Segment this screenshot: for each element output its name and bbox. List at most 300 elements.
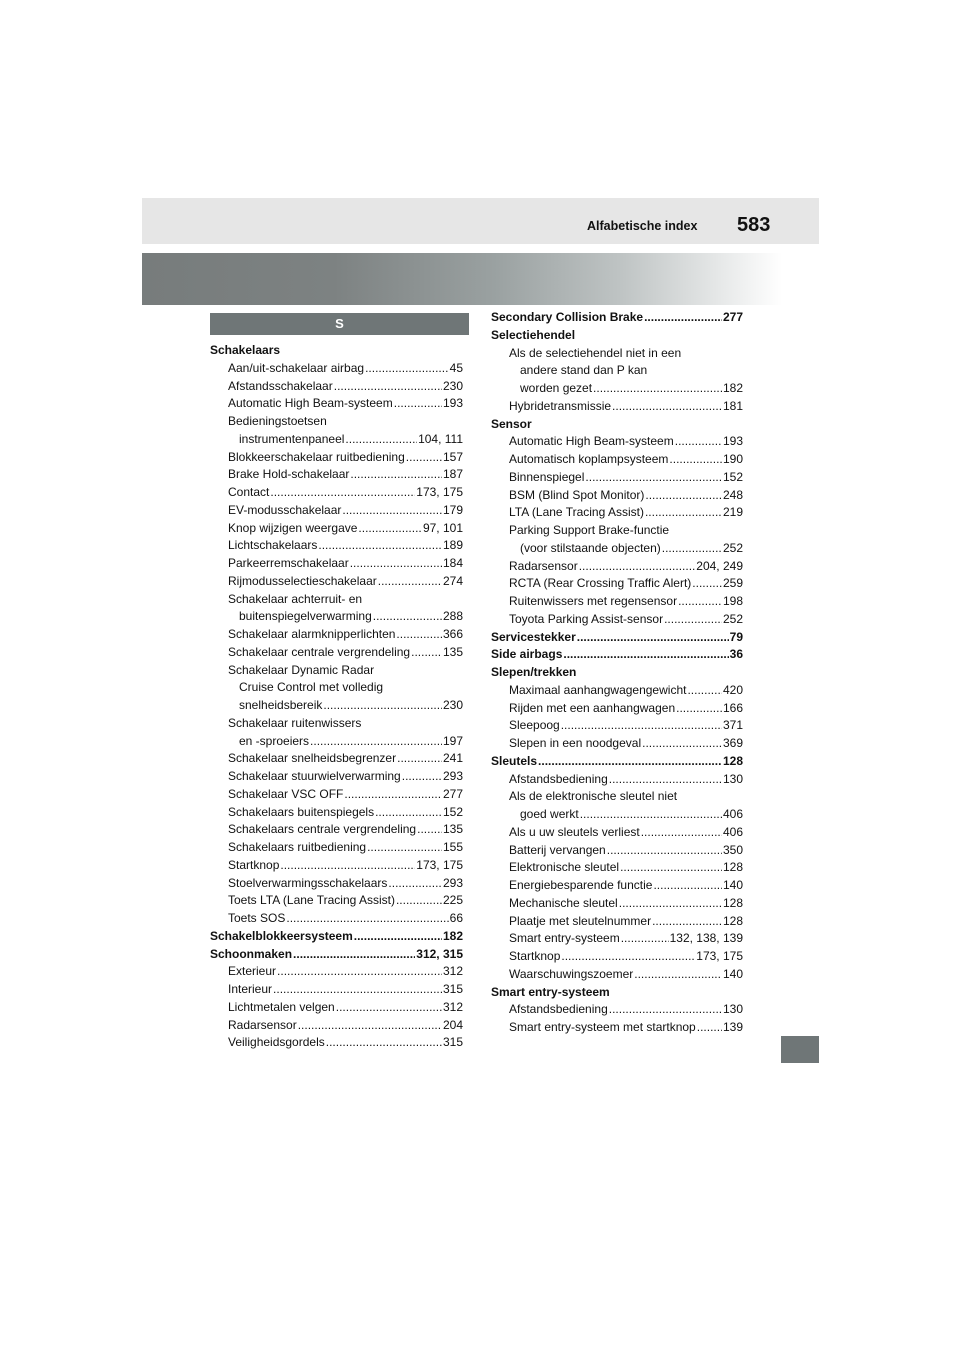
dot-leader: [396, 626, 442, 644]
dot-leader: [293, 946, 415, 964]
index-entry-page: 128: [722, 860, 743, 875]
index-entry-text: Cruise Control met volledig: [239, 680, 384, 695]
index-entry-page: 187: [442, 467, 463, 482]
index-entry: [491, 575, 743, 593]
dot-leader: [652, 913, 722, 931]
dot-leader: [334, 378, 442, 396]
dot-leader: [687, 682, 722, 700]
index-entry: [491, 327, 743, 345]
index-entry-text: Afstandsbediening: [509, 1002, 608, 1017]
index-entry-page: 128: [722, 895, 743, 910]
index-entry-page: 371: [722, 718, 743, 733]
dot-leader: [577, 629, 729, 647]
index-entry: [491, 362, 743, 380]
index-entry-page: 420: [722, 682, 743, 697]
index-entry-page: 312, 315: [416, 946, 463, 961]
index-entry-text: Elektronische sleutel: [509, 860, 620, 875]
index-entry-text: Schakelaar alarmknipperlichten: [228, 627, 396, 641]
index-entry-page: 252: [722, 611, 743, 626]
index-entry-page: 230: [442, 378, 463, 393]
dot-leader: [350, 466, 442, 484]
index-entry: [491, 646, 743, 664]
index-entry-text: Blokkeerschakelaar ruitbediening: [228, 449, 405, 464]
index-entry-text: Ruitenwissers met regensensor: [509, 594, 678, 608]
index-entry-text: Toyota Parking Assist-sensor: [509, 611, 664, 626]
index-entry-text: Sensor: [491, 416, 532, 431]
index-entry-page: 36: [729, 647, 743, 662]
index-entry-page: 293: [442, 875, 463, 890]
index-entry-page: 152: [722, 469, 743, 484]
index-entry-text: Afstandsbediening: [509, 771, 608, 786]
dot-leader: [373, 608, 442, 626]
index-entry: [210, 342, 463, 360]
index-entry: [210, 928, 463, 946]
index-entry-page: 128: [722, 913, 743, 928]
index-entry: [210, 910, 463, 928]
index-entry-page: 241: [442, 751, 463, 766]
dot-leader: [580, 806, 722, 824]
index-entry-text: Sleutels: [491, 753, 538, 768]
index-entry: [491, 1001, 743, 1019]
index-entry-page: 130: [722, 1002, 743, 1017]
index-entry-text: Servicestekker: [491, 629, 576, 644]
dot-leader: [273, 981, 442, 999]
index-entry: [210, 591, 463, 609]
index-entry: [210, 502, 463, 520]
index-entry-text: Schakelaar VSC OFF: [228, 786, 344, 801]
index-entry-text: Radarsensor: [228, 1017, 297, 1032]
index-entry: [491, 664, 743, 682]
index-entry-text: Automatisch koplampsysteem: [509, 452, 669, 466]
page-number: 583: [737, 214, 771, 236]
index-entry: [491, 700, 743, 718]
index-entry-text: Sleepoog: [509, 718, 560, 733]
dot-leader: [280, 857, 415, 875]
index-entry: [210, 431, 463, 449]
index-entry: [491, 735, 743, 753]
index-entry-text: Slepen/trekken: [491, 665, 577, 679]
dot-leader: [298, 1017, 442, 1035]
dot-leader: [538, 753, 722, 771]
index-entry-text: Bedieningstoetsen: [228, 414, 327, 428]
index-entry-text: Schakelaar achterruit- en: [228, 591, 363, 606]
index-entry: [491, 966, 743, 984]
index-entry-page: 135: [442, 822, 463, 837]
index-entry-text: Smart entry-systeem: [491, 984, 610, 999]
dot-leader: [270, 484, 415, 502]
dot-leader: [612, 398, 722, 416]
index-entry-text: BSM (Blind Spot Monitor): [509, 487, 645, 502]
index-entry: [210, 608, 463, 626]
dot-leader: [358, 520, 422, 538]
index-entry-text: Als de selectiehendel niet in een: [509, 345, 682, 360]
index-entry-page: 225: [442, 893, 463, 908]
dot-leader: [286, 910, 448, 928]
index-entry-text: Interieur: [228, 982, 273, 996]
index-entry: [210, 750, 463, 768]
dot-leader: [620, 859, 722, 877]
index-entry-text: Schakelaars ruitbediening: [228, 840, 367, 854]
index-entry-text: Schakelaar centrale vergrendeling: [228, 644, 411, 659]
index-entry: [491, 877, 743, 895]
index-entry-page: 189: [442, 538, 463, 553]
index-entry-page: 140: [722, 966, 743, 981]
index-entry-page: 193: [722, 434, 743, 449]
index-entry-page: 79: [729, 629, 743, 644]
index-entry-page: 166: [722, 700, 743, 715]
index-entry-page: 132, 138, 139: [669, 931, 743, 946]
index-entry-page: 248: [722, 487, 743, 502]
index-entry-page: 315: [442, 982, 463, 996]
index-entry: [491, 824, 743, 842]
index-entry-page: 406: [722, 807, 743, 821]
index-entry-text: Lichtmetalen velgen: [228, 999, 335, 1014]
index-entry-text: Selectiehendel: [491, 327, 576, 342]
dot-leader: [585, 469, 722, 487]
index-entry: [210, 1017, 463, 1035]
index-entry: [210, 662, 463, 680]
index-entry-page: 315: [442, 1035, 463, 1050]
index-entry-page: 288: [442, 609, 463, 624]
dot-leader: [345, 431, 417, 449]
dot-leader: [417, 821, 442, 839]
index-entry-text: Maximaal aanhangwagengewicht: [509, 682, 687, 697]
dot-leader: [397, 750, 442, 768]
index-entry-page: 259: [722, 576, 743, 591]
index-entry-text: Schakelaars buitenspiegels: [228, 804, 375, 819]
index-entry: [491, 433, 743, 451]
index-entry-text: buitenspiegelverwarming: [239, 609, 372, 624]
index-entry: [491, 522, 743, 540]
index-entry: [210, 360, 463, 378]
index-entry-text: Schoonmaken: [210, 946, 293, 961]
index-entry: [210, 804, 463, 822]
index-entry-text: Energiebesparende functie: [509, 878, 653, 892]
index-entry-text: Stoelverwarmingsschakelaars: [228, 875, 388, 890]
index-entry-text: RCTA (Rear Crossing Traffic Alert): [509, 576, 692, 591]
dot-leader: [621, 930, 669, 948]
thumb-index-tab: [781, 1036, 819, 1063]
index-entry: [210, 875, 463, 893]
index-entry-text: Rijmodusselectieschakelaar: [228, 573, 377, 588]
dot-leader: [669, 451, 722, 469]
index-entry-text: Veiligheidsgordels: [228, 1035, 325, 1050]
index-entry: [210, 520, 463, 538]
index-entry-text: Rijden met een aanhangwagen: [509, 700, 676, 715]
index-entry-text: Afstandsschakelaar: [228, 378, 333, 393]
index-entry-text: Smart entry-systeem: [509, 931, 620, 946]
index-entry: [491, 806, 743, 824]
index-entry-text: Parking Support Brake-functie: [509, 523, 670, 537]
index-entry-page: 277: [442, 786, 463, 801]
index-entry: [210, 537, 463, 555]
section-letter-bar: S: [210, 313, 469, 335]
index-entry-page: 184: [442, 556, 463, 570]
dot-leader: [662, 540, 722, 558]
index-entry: [491, 451, 743, 469]
index-entry-page: 198: [722, 594, 743, 608]
index-entry-page: 140: [722, 878, 743, 892]
index-entry-text: Schakelaar stuurwielverwarming: [228, 769, 401, 783]
index-entry-page: 155: [442, 840, 463, 854]
index-entry-text: Contact: [228, 485, 270, 499]
dot-leader: [323, 697, 442, 715]
index-entry-page: 104, 111: [418, 431, 463, 446]
index-entry: [491, 788, 743, 806]
dot-leader: [277, 963, 442, 981]
index-entry-text: Smart entry-systeem met startknop: [509, 1020, 696, 1034]
dot-leader: [350, 555, 442, 573]
index-entry-text: Brake Hold-schakelaar: [228, 467, 350, 482]
index-column-left: [210, 342, 463, 1052]
index-entry-page: 406: [722, 824, 743, 839]
index-entry: [491, 930, 743, 948]
index-entry: [210, 555, 463, 573]
index-entry: [491, 842, 743, 860]
index-entry-text: (voor stilstaande objecten): [520, 540, 661, 555]
dot-leader: [645, 487, 722, 505]
index-entry-page: 230: [442, 698, 463, 712]
index-entry: [491, 345, 743, 363]
index-entry-text: Hybridetransmissie: [509, 398, 612, 413]
dot-leader: [336, 999, 442, 1017]
index-entry-text: Waarschuwingszoemer: [509, 966, 634, 981]
index-entry-text: Startknop: [228, 857, 280, 872]
index-entry-text: EV-modusschakelaar: [228, 502, 342, 517]
dot-leader: [645, 504, 722, 522]
index-entry: [491, 611, 743, 629]
index-entry: [210, 839, 463, 857]
index-entry-text: LTA (Lane Tracing Assist): [509, 505, 644, 520]
dot-leader: [563, 646, 728, 664]
index-entry-page: 181: [722, 398, 743, 413]
index-entry: [210, 733, 463, 751]
index-entry-text: goed werkt: [520, 807, 579, 821]
index-entry: [491, 771, 743, 789]
index-entry: [491, 487, 743, 505]
dot-leader: [653, 877, 722, 895]
index-entry-text: Toets SOS: [228, 911, 286, 925]
dot-leader: [318, 537, 442, 555]
index-entry-page: 173, 175: [416, 857, 463, 872]
index-entry: [491, 984, 743, 1002]
index-entry-text: Lichtschakelaars: [228, 538, 318, 553]
index-entry: [210, 466, 463, 484]
index-entry-page: 350: [722, 842, 743, 857]
dot-leader: [675, 433, 722, 451]
index-entry: [491, 593, 743, 611]
index-entry-text: Schakelaar Dynamic Radar: [228, 662, 375, 677]
index-entry-page: 66: [449, 911, 463, 925]
index-entry: [210, 821, 463, 839]
index-entry-page: 45: [449, 360, 463, 375]
page-title: Alfabetische index: [587, 219, 698, 233]
index-entry-text: en -sproeiers: [239, 733, 310, 748]
decorative-gradient-band: [142, 253, 782, 305]
index-entry-page: 135: [442, 644, 463, 659]
index-entry-page: 97, 101: [422, 520, 463, 535]
index-entry-page: 252: [722, 540, 743, 555]
index-entry: [210, 644, 463, 662]
dot-leader: [678, 593, 722, 611]
index-entry-text: Batterij vervangen: [509, 842, 606, 857]
dot-leader: [609, 771, 722, 789]
index-entry: [491, 895, 743, 913]
dot-leader: [561, 717, 722, 735]
dot-leader: [697, 1019, 722, 1037]
dot-leader: [310, 733, 442, 751]
dot-leader: [402, 768, 442, 786]
index-entry-page: 193: [442, 396, 463, 411]
index-entry: [491, 380, 743, 398]
dot-leader: [375, 804, 442, 822]
index-entry: [491, 682, 743, 700]
index-entry: [491, 629, 743, 647]
index-entry: [491, 540, 743, 558]
index-entry: [210, 679, 463, 697]
index-entry: [491, 416, 743, 434]
index-entry: [210, 395, 463, 413]
index-entry: [491, 717, 743, 735]
index-entry-page: 182: [722, 381, 743, 395]
index-entry-text: andere stand dan P kan: [520, 363, 648, 378]
dot-leader: [692, 575, 722, 593]
index-entry-page: 157: [442, 449, 463, 464]
index-entry-text: Aan/uit-schakelaar airbag: [228, 360, 365, 375]
header-band: [142, 198, 819, 244]
index-entry-text: Schakelaars centrale vergrendeling: [228, 822, 417, 837]
index-entry-text: Automatic High Beam-systeem: [228, 396, 393, 411]
index-entry: [491, 1019, 743, 1037]
index-entry-text: worden gezet: [520, 381, 593, 395]
index-entry-page: 277: [722, 310, 743, 324]
index-entry-page: 369: [722, 736, 743, 750]
dot-leader: [326, 1034, 442, 1052]
dot-leader: [344, 786, 442, 804]
dot-leader: [609, 1001, 722, 1019]
index-entry: [491, 398, 743, 416]
index-entry: [210, 715, 463, 733]
index-entry-page: 204, 249: [696, 558, 743, 573]
index-entry-page: 128: [722, 753, 743, 768]
index-entry-text: Side airbags: [491, 647, 563, 662]
index-entry-text: Mechanische sleutel: [509, 895, 618, 910]
index-entry-text: Startknop: [509, 949, 561, 963]
dot-leader: [365, 360, 449, 378]
index-entry-page: 293: [442, 769, 463, 783]
index-entry-page: 197: [442, 733, 463, 748]
dot-leader: [593, 380, 722, 398]
index-entry: [210, 999, 463, 1017]
index-entry-page: 274: [442, 573, 463, 588]
dot-leader: [561, 948, 695, 966]
dot-leader: [664, 611, 722, 629]
index-entry: [210, 484, 463, 502]
index-entry-page: 366: [442, 627, 463, 641]
index-entry: [210, 1034, 463, 1052]
index-entry-page: 173, 175: [696, 949, 743, 963]
index-entry-text: Schakelaar ruitenwissers: [228, 715, 362, 730]
dot-leader: [342, 502, 442, 520]
dot-leader: [378, 573, 442, 591]
index-entry-page: 204: [442, 1017, 463, 1032]
index-entry: [210, 857, 463, 875]
index-entry-text: Knop wijzigen weergave: [228, 520, 358, 535]
dot-leader: [607, 842, 722, 860]
index-entry: [491, 309, 743, 327]
index-entry: [210, 626, 463, 644]
index-entry-text: Parkeerremschakelaar: [228, 556, 349, 570]
index-entry-text: snelheidsbereik: [239, 698, 323, 712]
dot-leader: [394, 395, 442, 413]
index-entry-text: Als u uw sleutels verliest: [509, 824, 640, 839]
index-entry-text: Toets LTA (Lane Tracing Assist): [228, 893, 395, 908]
index-entry-text: Automatic High Beam-systeem: [509, 434, 674, 449]
dot-leader: [641, 824, 722, 842]
dot-leader: [579, 558, 696, 576]
index-entry: [491, 753, 743, 771]
dot-leader: [644, 309, 722, 327]
index-entry-page: 219: [722, 505, 743, 520]
index-entry: [210, 768, 463, 786]
dot-leader: [388, 875, 442, 893]
dot-leader: [634, 966, 722, 984]
index-entry: [210, 892, 463, 910]
index-entry-text: Schakelaars: [210, 343, 281, 357]
index-entry-page: 152: [442, 804, 463, 819]
index-entry-text: Binnenspiegel: [509, 469, 585, 484]
index-entry-page: 179: [442, 502, 463, 517]
dot-leader: [367, 839, 442, 857]
index-entry: [210, 573, 463, 591]
index-entry-text: Secondary Collision Brake: [491, 310, 644, 324]
index-entry-text: instrumentenpaneel: [239, 431, 345, 446]
index-entry: [491, 504, 743, 522]
index-entry-page: 139: [722, 1020, 743, 1034]
index-entry: [210, 697, 463, 715]
index-entry: [210, 378, 463, 396]
index-entry: [210, 981, 463, 999]
dot-leader: [406, 449, 442, 467]
index-entry-page: 190: [722, 452, 743, 466]
index-entry-text: Schakelblokkeersysteem: [210, 928, 353, 943]
index-entry: [491, 948, 743, 966]
dot-leader: [676, 700, 722, 718]
index-entry-text: Radarsensor: [509, 558, 578, 573]
index-entry-text: Schakelaar snelheidsbegrenzer: [228, 751, 397, 766]
index-entry: [210, 786, 463, 804]
index-entry-page: 130: [722, 771, 743, 786]
index-entry: [210, 413, 463, 431]
dot-leader: [354, 928, 442, 946]
index-entry: [491, 558, 743, 576]
dot-leader: [642, 735, 722, 753]
index-column-right: [491, 309, 743, 1037]
index-entry-page: 312: [442, 999, 463, 1014]
dot-leader: [411, 644, 442, 662]
index-entry: [210, 946, 463, 964]
index-entry: [210, 449, 463, 467]
index-entry-text: Als de elektronische sleutel niet: [509, 789, 678, 804]
index-entry-page: 173, 175: [416, 485, 463, 499]
index-entry-text: Exterieur: [228, 964, 277, 979]
dot-leader: [396, 892, 442, 910]
index-entry-page: 312: [442, 964, 463, 979]
index-entry: [491, 859, 743, 877]
index-entry: [491, 469, 743, 487]
index-entry-text: Slepen in een noodgeval: [509, 736, 642, 750]
index-entry-text: Plaatje met sleutelnummer: [509, 913, 652, 928]
